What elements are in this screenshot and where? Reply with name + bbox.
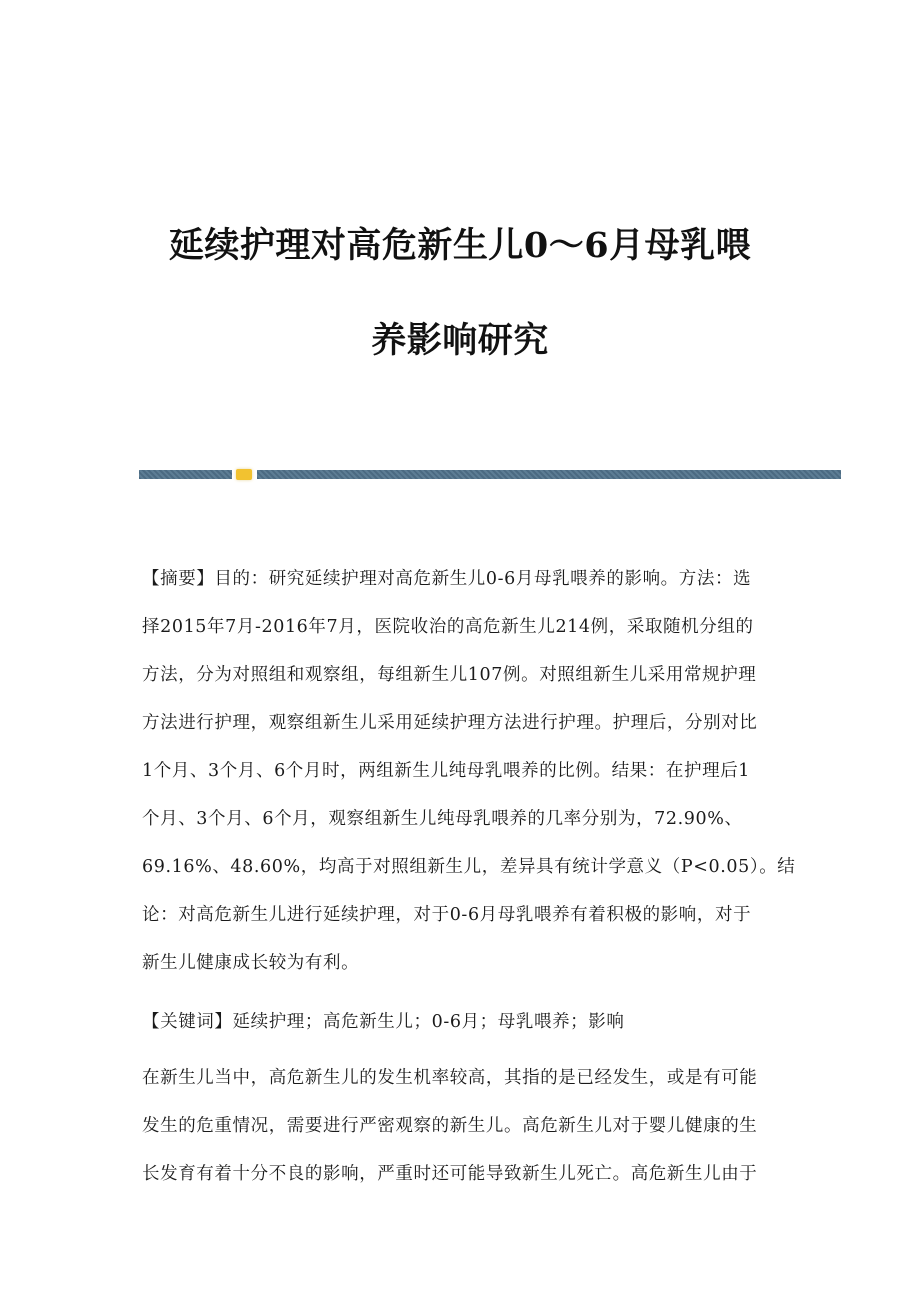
abstract-line: 【摘要】目的：研究延续护理对高危新生儿0-6月母乳喂养的影响。方法：选 xyxy=(142,569,752,589)
abstract-line: 择2015年7月-2016年7月，医院收治的高危新生儿214例，采取随机分组的 xyxy=(142,617,754,637)
abstract-line: 论：对高危新生儿进行延续护理，对于0-6月母乳喂养有着积极的影响，对于 xyxy=(142,905,752,925)
abstract-line: 1个月、3个月、6个月时，两组新生儿纯母乳喂养的比例。结果：在护理后1 xyxy=(142,761,751,781)
intro-line: 发生的危重情况，需要进行严密观察的新生儿。高危新生儿对于婴儿健康的生 xyxy=(142,1116,758,1136)
keywords-paragraph xyxy=(142,998,782,1046)
abstract-paragraph xyxy=(142,555,796,987)
intro-paragraph xyxy=(142,1054,782,1198)
intro-line: 长发育有着十分不良的影响，严重时还可能导致新生儿死亡。高危新生儿由于 xyxy=(142,1164,758,1184)
document-title-line-1: 延续护理对高危新生儿0～6月母乳喂 xyxy=(168,225,752,266)
keywords-line: 【关键词】延续护理；高危新生儿；0-6月；母乳喂养；影响 xyxy=(142,1012,625,1032)
abstract-line: 方法，分为对照组和观察组，每组新生儿107例。对照组新生儿采用常规护理 xyxy=(142,665,757,685)
abstract-line: 新生儿健康成长较为有利。 xyxy=(142,953,360,973)
divider-bar-left xyxy=(139,470,232,479)
abstract-line: 个月、3个月、6个月，观察组新生儿纯母乳喂养的几率分别为，72.90%、 xyxy=(142,809,743,829)
abstract-line: 方法进行护理，观察组新生儿采用延续护理方法进行护理。护理后，分别对比 xyxy=(142,713,758,733)
divider-bar-right xyxy=(257,470,841,479)
decorative-divider xyxy=(139,470,841,479)
abstract-line: 69.16%、48.60%，均高于对照组新生儿，差异具有统计学意义（P<0.05）。结 xyxy=(142,857,796,877)
document-title-line-2: 养影响研究 xyxy=(371,320,549,361)
intro-line: 在新生儿当中，高危新生儿的发生机率较高，其指的是已经发生，或是有可能 xyxy=(142,1068,758,1088)
divider-ornament-icon xyxy=(236,469,252,480)
